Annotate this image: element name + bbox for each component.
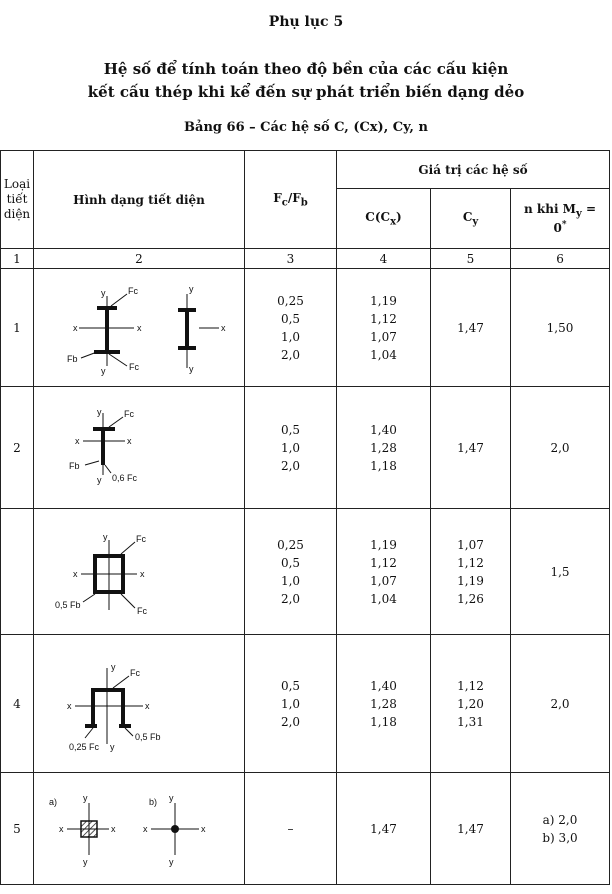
x-axis-label: x xyxy=(67,700,72,711)
column-number: 5 xyxy=(431,249,511,269)
x-axis-label: x xyxy=(221,322,226,333)
section-type-cell: 2 xyxy=(1,387,34,509)
appendix-title: Phụ lục 5 xyxy=(268,14,344,30)
y-axis-label: y xyxy=(103,531,108,542)
y-axis-label: y xyxy=(169,792,174,803)
fc-label: Fc xyxy=(128,285,138,296)
column-number: 4 xyxy=(337,249,431,269)
fc-label: Fc xyxy=(136,533,146,544)
area-ratio-cell: 0,25 0,5 1,0 2,0 xyxy=(245,509,337,635)
i-beam-section-figure xyxy=(39,278,239,378)
y-axis-label: y xyxy=(111,661,116,672)
box-section-figure xyxy=(39,522,239,622)
fc-025-label: 0,25 Fc xyxy=(69,741,100,752)
y-axis-label: y xyxy=(101,287,106,298)
section-figure-cell xyxy=(34,509,245,635)
variant-a-label: a) xyxy=(49,796,58,807)
column-number: 1 xyxy=(1,249,34,269)
x-axis-label: x xyxy=(75,435,80,446)
table-caption: Bảng 66 – Các hệ số C, (Cx), Cy, n xyxy=(184,120,428,135)
section-type-cell: 4 xyxy=(1,635,34,773)
y-axis-label: y xyxy=(189,363,194,374)
n-value-cell: 1,5 xyxy=(511,509,610,635)
c-value-cell: 1,19 1,12 1,07 1,04 xyxy=(337,509,431,635)
area-ratio-cell: – xyxy=(245,773,337,885)
fc-label: Fc xyxy=(137,605,147,616)
x-axis-label: x xyxy=(59,823,64,834)
t-section-figure xyxy=(39,403,239,493)
header-section-type: Loại tiết diện xyxy=(1,151,34,249)
x-axis-label: x xyxy=(140,568,145,579)
y-axis-label: y xyxy=(83,792,88,803)
y-axis-label: y xyxy=(97,474,102,485)
x-axis-label: x xyxy=(201,823,206,834)
n-value-cell: 2,0 xyxy=(511,635,610,773)
column-number: 6 xyxy=(511,249,610,269)
document-title-line1: Hệ số để tính toán theo độ bền của các cấu kiện xyxy=(103,60,509,78)
fc-label: Fc xyxy=(130,667,140,678)
header-coefficient-values: Giá trị các hệ số xyxy=(337,151,610,189)
table-row xyxy=(1,773,610,885)
c-value-cell: 1,47 xyxy=(337,773,431,885)
x-axis-label: x xyxy=(127,435,132,446)
table-row xyxy=(1,509,610,635)
cy-value-cell: 1,47 xyxy=(431,269,511,387)
variant-b-label: b) xyxy=(149,796,158,807)
x-axis-label: x xyxy=(73,322,78,333)
n-value-cell: 1,50 xyxy=(511,269,610,387)
n-value-cell: 2,0 xyxy=(511,387,610,509)
y-axis-label: y xyxy=(110,741,115,752)
fb-label: Fb xyxy=(67,353,78,364)
section-figure-cell xyxy=(34,269,245,387)
section-type-cell: 5 xyxy=(1,773,34,885)
cy-value-cell: 1,47 xyxy=(431,773,511,885)
column-number: 3 xyxy=(245,249,337,269)
c-value-cell: 1,19 1,12 1,07 1,04 xyxy=(337,269,431,387)
table-row xyxy=(1,269,610,387)
y-axis-label: y xyxy=(101,365,106,376)
area-ratio-cell: 0,5 1,0 2,0 xyxy=(245,635,337,773)
y-axis-label: y xyxy=(97,406,102,417)
area-ratio-cell: 0,5 1,0 2,0 xyxy=(245,387,337,509)
column-number: 2 xyxy=(34,249,245,269)
cy-value-cell: 1,47 xyxy=(431,387,511,509)
c-value-cell: 1,40 1,28 1,18 xyxy=(337,635,431,773)
fc-label: Fc xyxy=(124,408,134,419)
section-type-cell xyxy=(1,509,34,635)
y-axis-label: y xyxy=(189,283,194,294)
fb-label: Fb xyxy=(69,460,80,471)
document-title-line2: kết cấu thép khi kể đến sự phát triển biến dạng dẻo xyxy=(87,83,525,101)
column-number-row xyxy=(1,249,610,269)
fb-05-label: 0,5 Fb xyxy=(135,731,161,742)
header-row-1 xyxy=(1,151,610,189)
fc-label: Fc xyxy=(129,361,139,372)
header-cy: $C_y$ xyxy=(431,189,511,249)
c-value-cell: 1,40 1,28 1,18 xyxy=(337,387,431,509)
section-figure-cell xyxy=(34,635,245,773)
channel-box-section-figure xyxy=(39,654,239,754)
header-area-ratio: $F_c/F_b$ xyxy=(245,151,337,249)
header-section-shape: Hình dạng tiết diện xyxy=(34,151,245,249)
y-axis-label: y xyxy=(83,856,88,867)
x-axis-label: x xyxy=(143,823,148,834)
x-axis-label: x xyxy=(137,322,142,333)
fb-05-label: 0,5 Fb xyxy=(55,599,81,610)
coefficients-table xyxy=(0,150,610,885)
fc-06-label: 0,6 Fc xyxy=(112,472,138,483)
x-axis-label: x xyxy=(73,568,78,579)
section-type-cell: 1 xyxy=(1,269,34,387)
y-axis-label: y xyxy=(169,856,174,867)
header-c-cx: $C(C_x)$ xyxy=(337,189,431,249)
n-value-cell: a) 2,0 b) 3,0 xyxy=(511,773,610,885)
area-ratio-cell: 0,25 0,5 1,0 2,0 xyxy=(245,269,337,387)
solid-section-figure xyxy=(39,789,239,869)
section-figure-cell xyxy=(34,773,245,885)
section-figure-cell xyxy=(34,387,245,509)
x-axis-label: x xyxy=(145,700,150,711)
header-n: n khi $M_y$ = 0* xyxy=(511,189,610,249)
cy-value-cell: 1,12 1,20 1,31 xyxy=(431,635,511,773)
table-row xyxy=(1,387,610,509)
x-axis-label: x xyxy=(111,823,116,834)
table-row xyxy=(1,635,610,773)
cy-value-cell: 1,07 1,12 1,19 1,26 xyxy=(431,509,511,635)
